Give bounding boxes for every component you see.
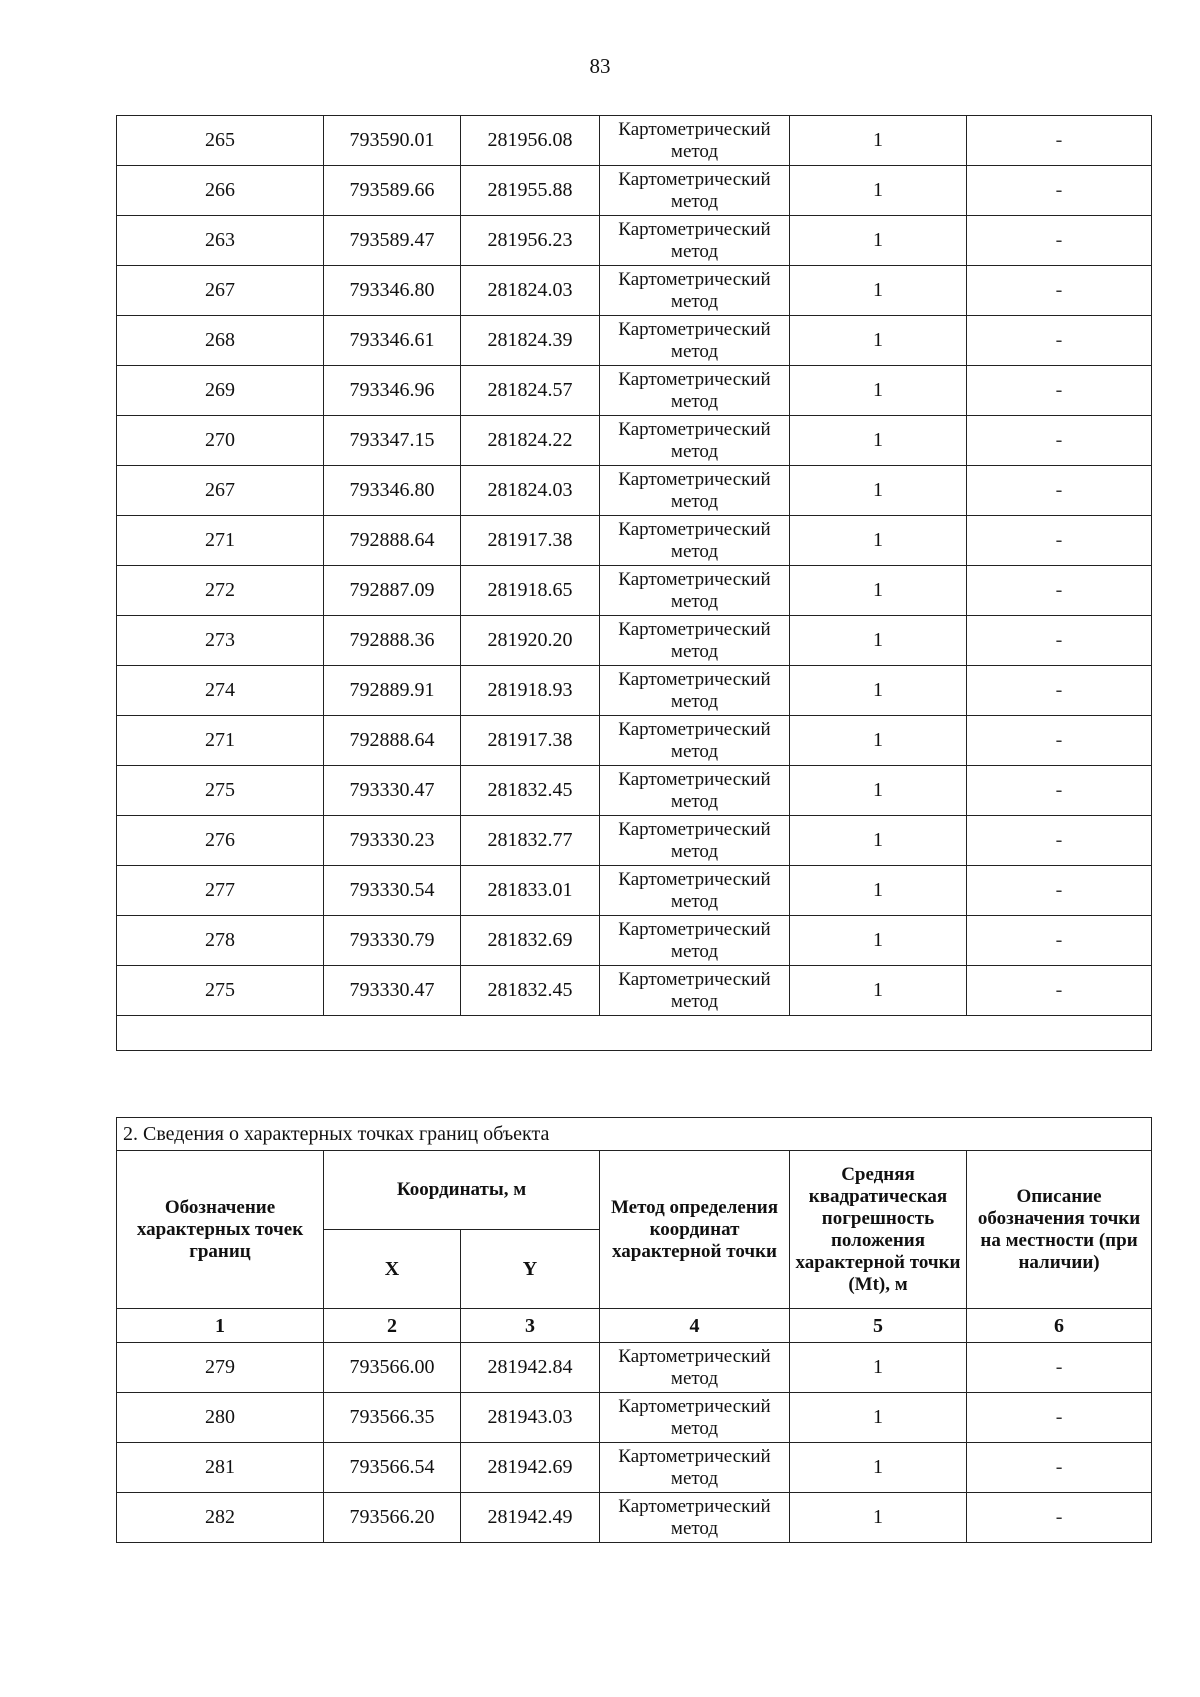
y-coordinate-cell: 281956.08 xyxy=(461,116,600,166)
x-coordinate-cell: 793589.47 xyxy=(324,216,461,266)
method-line: метод xyxy=(670,490,719,512)
page-number: 83 xyxy=(589,54,611,78)
table-row xyxy=(117,616,1152,666)
method-line: Картометрический xyxy=(618,218,771,240)
header-error: Средняя квадратическая погрешность положения характерной точки (Mt), м xyxy=(790,1151,967,1309)
y-coordinate-cell: 281832.77 xyxy=(461,816,600,866)
y-coordinate-cell: 281943.03 xyxy=(461,1393,600,1443)
method-line: Картометрический xyxy=(618,1445,771,1467)
header-description: Описание обозначения точки на местности (при наличии) xyxy=(967,1151,1152,1309)
method-cell xyxy=(600,316,790,366)
error-cell: 1 xyxy=(790,866,967,916)
method-cell xyxy=(600,1343,790,1393)
method-line: метод xyxy=(670,1467,719,1489)
y-coordinate-cell: 281824.03 xyxy=(461,466,600,516)
error-cell: 1 xyxy=(790,1493,967,1543)
y-coordinate-cell: 281917.38 xyxy=(461,516,600,566)
column-number: 6 xyxy=(967,1309,1152,1343)
description-cell: - xyxy=(967,966,1152,1016)
y-coordinate-cell: 281955.88 xyxy=(461,166,600,216)
point-cell: 275 xyxy=(117,766,324,816)
point-cell: 273 xyxy=(117,616,324,666)
y-coordinate-cell: 281920.20 xyxy=(461,616,600,666)
method-line: метод xyxy=(670,140,719,162)
boundary-points-table-continued xyxy=(116,115,1152,1051)
y-coordinate-cell: 281918.93 xyxy=(461,666,600,716)
empty-cell xyxy=(117,1016,1152,1051)
error-cell: 1 xyxy=(790,216,967,266)
method-line: метод xyxy=(670,790,719,812)
error-cell: 1 xyxy=(790,966,967,1016)
method-line: Картометрический xyxy=(618,868,771,890)
method-cell xyxy=(600,866,790,916)
method-cell xyxy=(600,566,790,616)
x-coordinate-cell: 793330.47 xyxy=(324,766,461,816)
method-cell xyxy=(600,1393,790,1443)
method-line: Картометрический xyxy=(618,568,771,590)
y-coordinate-cell: 281833.01 xyxy=(461,866,600,916)
method-cell xyxy=(600,366,790,416)
y-coordinate-cell: 281918.65 xyxy=(461,566,600,616)
table-row xyxy=(117,566,1152,616)
method-line: Картометрический xyxy=(618,768,771,790)
method-cell xyxy=(600,666,790,716)
method-cell xyxy=(600,116,790,166)
method-line: метод xyxy=(670,240,719,262)
description-cell: - xyxy=(967,166,1152,216)
error-cell: 1 xyxy=(790,466,967,516)
point-cell: 269 xyxy=(117,366,324,416)
error-cell: 1 xyxy=(790,416,967,466)
method-cell xyxy=(600,1493,790,1543)
x-coordinate-cell: 793589.66 xyxy=(324,166,461,216)
y-coordinate-cell: 281824.22 xyxy=(461,416,600,466)
description-cell: - xyxy=(967,316,1152,366)
table1-body xyxy=(117,116,1152,1016)
method-line: Картометрический xyxy=(618,468,771,490)
point-cell: 281 xyxy=(117,1443,324,1493)
method-line: метод xyxy=(670,1517,719,1539)
x-coordinate-cell: 793590.01 xyxy=(324,116,461,166)
error-cell: 1 xyxy=(790,516,967,566)
error-cell: 1 xyxy=(790,766,967,816)
point-cell: 274 xyxy=(117,666,324,716)
column-number: 2 xyxy=(324,1309,461,1343)
error-cell: 1 xyxy=(790,816,967,866)
x-coordinate-cell: 793566.54 xyxy=(324,1443,461,1493)
table-row xyxy=(117,1343,1152,1393)
table-row xyxy=(117,1393,1152,1443)
description-cell: - xyxy=(967,766,1152,816)
x-coordinate-cell: 793330.54 xyxy=(324,866,461,916)
table-row xyxy=(117,316,1152,366)
method-line: Картометрический xyxy=(618,318,771,340)
table-row xyxy=(117,1443,1152,1493)
table-row xyxy=(117,816,1152,866)
column-number: 5 xyxy=(790,1309,967,1343)
method-cell xyxy=(600,816,790,866)
method-cell xyxy=(600,916,790,966)
method-line: Картометрический xyxy=(618,168,771,190)
x-coordinate-cell: 793346.61 xyxy=(324,316,461,366)
x-coordinate-cell: 793566.20 xyxy=(324,1493,461,1543)
description-cell: - xyxy=(967,566,1152,616)
table-row xyxy=(117,716,1152,766)
header-point: Обозначение характерных точек границ xyxy=(117,1151,324,1309)
table-row xyxy=(117,516,1152,566)
table-row xyxy=(117,116,1152,166)
y-coordinate-cell: 281832.45 xyxy=(461,966,600,1016)
method-line: Картометрический xyxy=(618,1345,771,1367)
error-cell: 1 xyxy=(790,166,967,216)
error-cell: 1 xyxy=(790,316,967,366)
y-coordinate-cell: 281942.49 xyxy=(461,1493,600,1543)
column-number: 4 xyxy=(600,1309,790,1343)
x-coordinate-cell: 793566.00 xyxy=(324,1343,461,1393)
table-row xyxy=(117,666,1152,716)
x-coordinate-cell: 793347.15 xyxy=(324,416,461,466)
description-cell: - xyxy=(967,866,1152,916)
table-row xyxy=(117,266,1152,316)
method-cell xyxy=(600,216,790,266)
method-cell xyxy=(600,766,790,816)
error-cell: 1 xyxy=(790,916,967,966)
table-row xyxy=(117,966,1152,1016)
description-cell: - xyxy=(967,416,1152,466)
x-coordinate-cell: 793346.80 xyxy=(324,266,461,316)
point-cell: 270 xyxy=(117,416,324,466)
description-cell: - xyxy=(967,366,1152,416)
y-coordinate-cell: 281824.57 xyxy=(461,366,600,416)
table-row xyxy=(117,216,1152,266)
error-cell: 1 xyxy=(790,716,967,766)
description-cell: - xyxy=(967,916,1152,966)
method-line: метод xyxy=(670,290,719,312)
table-row xyxy=(117,466,1152,516)
method-line: Картометрический xyxy=(618,368,771,390)
point-cell: 279 xyxy=(117,1343,324,1393)
x-coordinate-cell: 793346.96 xyxy=(324,366,461,416)
description-cell: - xyxy=(967,1393,1152,1443)
point-cell: 263 xyxy=(117,216,324,266)
x-coordinate-cell: 793566.35 xyxy=(324,1393,461,1443)
method-line: Картометрический xyxy=(618,918,771,940)
table-row xyxy=(117,916,1152,966)
method-line: Картометрический xyxy=(618,668,771,690)
y-coordinate-cell: 281824.39 xyxy=(461,316,600,366)
x-coordinate-cell: 792889.91 xyxy=(324,666,461,716)
description-cell: - xyxy=(967,716,1152,766)
y-coordinate-cell: 281942.84 xyxy=(461,1343,600,1393)
header-method: Метод определения координат характерной точки xyxy=(600,1151,790,1309)
description-cell: - xyxy=(967,216,1152,266)
method-line: метод xyxy=(670,440,719,462)
description-cell: - xyxy=(967,466,1152,516)
x-coordinate-cell: 793330.23 xyxy=(324,816,461,866)
header-y: Y xyxy=(461,1230,600,1309)
point-cell: 278 xyxy=(117,916,324,966)
point-cell: 277 xyxy=(117,866,324,916)
y-coordinate-cell: 281832.45 xyxy=(461,766,600,816)
method-line: метод xyxy=(670,1367,719,1389)
boundary-points-table xyxy=(116,1117,1152,1543)
table-row xyxy=(117,366,1152,416)
error-cell: 1 xyxy=(790,1393,967,1443)
x-coordinate-cell: 792888.36 xyxy=(324,616,461,666)
y-coordinate-cell: 281917.38 xyxy=(461,716,600,766)
method-line: Картометрический xyxy=(618,618,771,640)
error-cell: 1 xyxy=(790,266,967,316)
y-coordinate-cell: 281942.69 xyxy=(461,1443,600,1493)
method-line: Картометрический xyxy=(618,818,771,840)
point-cell: 271 xyxy=(117,716,324,766)
method-cell xyxy=(600,416,790,466)
y-coordinate-cell: 281832.69 xyxy=(461,916,600,966)
method-line: Картометрический xyxy=(618,1395,771,1417)
table-row xyxy=(117,416,1152,466)
method-line: Картометрический xyxy=(618,118,771,140)
y-coordinate-cell: 281824.03 xyxy=(461,266,600,316)
table-row xyxy=(117,1493,1152,1543)
method-cell xyxy=(600,466,790,516)
method-cell xyxy=(600,716,790,766)
point-cell: 271 xyxy=(117,516,324,566)
description-cell: - xyxy=(967,1343,1152,1393)
table-caption: 2. Сведения о характерных точках границ объекта xyxy=(117,1118,1152,1151)
method-line: метод xyxy=(670,890,719,912)
point-cell: 280 xyxy=(117,1393,324,1443)
method-line: метод xyxy=(670,990,719,1012)
method-cell xyxy=(600,1443,790,1493)
error-cell: 1 xyxy=(790,566,967,616)
point-cell: 282 xyxy=(117,1493,324,1543)
table-row xyxy=(117,866,1152,916)
method-line: Картометрический xyxy=(618,1495,771,1517)
table-row xyxy=(117,166,1152,216)
error-cell: 1 xyxy=(790,1343,967,1393)
x-coordinate-cell: 792888.64 xyxy=(324,716,461,766)
method-cell xyxy=(600,516,790,566)
error-cell: 1 xyxy=(790,666,967,716)
error-cell: 1 xyxy=(790,366,967,416)
x-coordinate-cell: 792888.64 xyxy=(324,516,461,566)
error-cell: 1 xyxy=(790,616,967,666)
table-row xyxy=(117,766,1152,816)
description-cell: - xyxy=(967,616,1152,666)
point-cell: 276 xyxy=(117,816,324,866)
column-number: 3 xyxy=(461,1309,600,1343)
method-line: метод xyxy=(670,1417,719,1439)
column-number: 1 xyxy=(117,1309,324,1343)
method-line: метод xyxy=(670,340,719,362)
method-cell xyxy=(600,616,790,666)
description-cell: - xyxy=(967,666,1152,716)
error-cell: 1 xyxy=(790,116,967,166)
y-coordinate-cell: 281956.23 xyxy=(461,216,600,266)
method-line: метод xyxy=(670,840,719,862)
method-line: метод xyxy=(670,390,719,412)
point-cell: 272 xyxy=(117,566,324,616)
point-cell: 268 xyxy=(117,316,324,366)
method-line: метод xyxy=(670,540,719,562)
x-coordinate-cell: 792887.09 xyxy=(324,566,461,616)
method-line: метод xyxy=(670,740,719,762)
method-cell xyxy=(600,266,790,316)
method-line: метод xyxy=(670,690,719,712)
header-coordinates: Координаты, м xyxy=(324,1151,600,1230)
point-cell: 267 xyxy=(117,266,324,316)
table1-empty-row xyxy=(117,1016,1152,1051)
method-line: Картометрический xyxy=(618,718,771,740)
method-line: Картометрический xyxy=(618,268,771,290)
description-cell: - xyxy=(967,266,1152,316)
x-coordinate-cell: 793330.79 xyxy=(324,916,461,966)
description-cell: - xyxy=(967,816,1152,866)
method-line: метод xyxy=(670,640,719,662)
method-cell xyxy=(600,966,790,1016)
description-cell: - xyxy=(967,516,1152,566)
method-line: метод xyxy=(670,190,719,212)
x-coordinate-cell: 793330.47 xyxy=(324,966,461,1016)
point-cell: 266 xyxy=(117,166,324,216)
method-line: Картометрический xyxy=(618,968,771,990)
error-cell: 1 xyxy=(790,1443,967,1493)
description-cell: - xyxy=(967,116,1152,166)
x-coordinate-cell: 793346.80 xyxy=(324,466,461,516)
point-cell: 267 xyxy=(117,466,324,516)
method-cell xyxy=(600,166,790,216)
description-cell: - xyxy=(967,1443,1152,1493)
method-line: Картометрический xyxy=(618,518,771,540)
method-line: Картометрический xyxy=(618,418,771,440)
header-x: X xyxy=(324,1230,461,1309)
method-line: метод xyxy=(670,940,719,962)
point-cell: 265 xyxy=(117,116,324,166)
table2-body xyxy=(117,1343,1152,1543)
point-cell: 275 xyxy=(117,966,324,1016)
method-line: метод xyxy=(670,590,719,612)
description-cell: - xyxy=(967,1493,1152,1543)
